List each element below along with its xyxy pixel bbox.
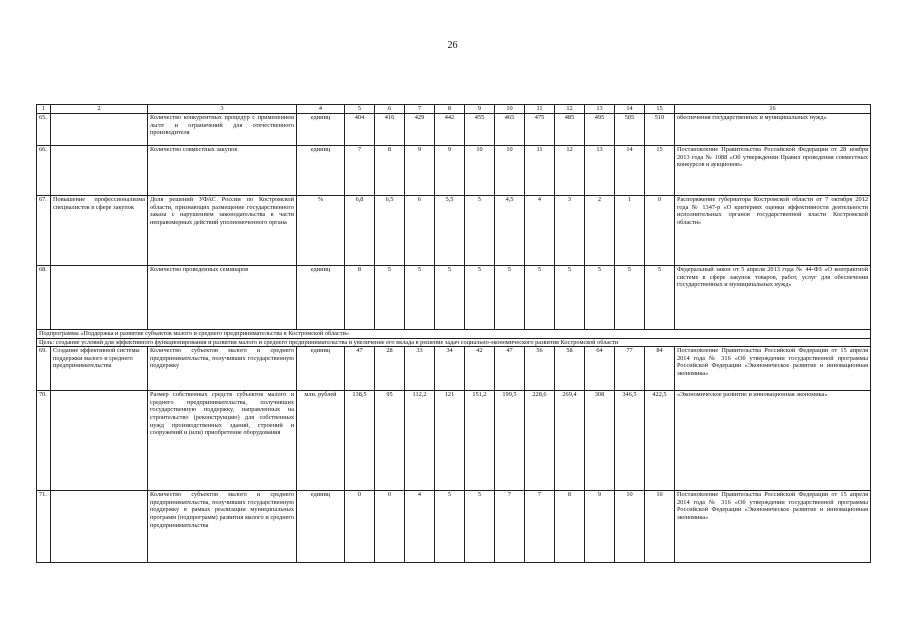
value-cell: 5 (405, 266, 435, 330)
value-cell: 9 (405, 146, 435, 196)
table-row (37, 114, 871, 146)
header-cell: 7 (405, 105, 435, 114)
row-number: 71. (37, 491, 51, 563)
value-cell: 346,5 (615, 391, 645, 491)
subprogram-title: Подпрограмма «Поддержка и развитие субъектов малого и среднего предпринимательства в Костромской области» (37, 330, 871, 339)
value-cell: 58 (555, 347, 585, 391)
value-cell: 11 (525, 146, 555, 196)
value-cell: 121 (435, 391, 465, 491)
value-cell: 4 (525, 196, 555, 266)
header-cell: 12 (555, 105, 585, 114)
value-cell: 199,5 (495, 391, 525, 491)
objective-text: Цель: создание условий для эффективного функционирования и развития малого и среднего предпринимательства и увеличение его вклада в решение задач социально-экономического развития Костромской области (37, 338, 871, 347)
value-cell: 47 (495, 347, 525, 391)
value-cell: 13 (585, 146, 615, 196)
value-cell: 2 (585, 196, 615, 266)
value-cell: 475 (525, 114, 555, 146)
goal-cell (51, 266, 148, 330)
value-cell: 10 (465, 146, 495, 196)
value-cell: 7 (345, 146, 375, 196)
value-cell: 5 (375, 266, 405, 330)
header-cell: 3 (148, 105, 297, 114)
goal-cell (51, 114, 148, 146)
value-cell: 10 (495, 146, 525, 196)
value-cell: 5 (585, 266, 615, 330)
value-cell: 84 (645, 347, 675, 391)
table-row (37, 391, 871, 491)
value-cell: 34 (435, 347, 465, 391)
value-cell: 12 (555, 146, 585, 196)
objective-row (37, 338, 871, 347)
goal-cell: Повышение профессионализма специалистов в сфере закупок (51, 196, 148, 266)
table-row (37, 347, 871, 391)
header-cell: 5 (345, 105, 375, 114)
header-cell: 1 (37, 105, 51, 114)
goal-cell (51, 491, 148, 563)
goal-cell: Создание эффективной системы поддержки малого и среднего предпринимательства (51, 347, 148, 391)
indicator-cell: Количество субъектов малого и среднего предпринимательства, получивших государственную поддержку в рамках реализации муниципальных программ (подпрограмм) развития малого и среднего предпринимательства (148, 491, 297, 563)
value-cell: 28 (375, 347, 405, 391)
page-number: 26 (447, 40, 458, 51)
indicators-table (36, 104, 871, 563)
value-cell: 0 (645, 196, 675, 266)
value-cell: 5 (465, 196, 495, 266)
value-cell: 0 (375, 491, 405, 563)
value-cell: 9 (585, 491, 615, 563)
value-cell: 6,5 (375, 196, 405, 266)
value-cell: 3 (555, 196, 585, 266)
value-cell: 495 (585, 114, 615, 146)
indicator-cell: Количество конкурентных процедур с применением льгот и ограничений для отечественного производителя (148, 114, 297, 146)
value-cell: 465 (495, 114, 525, 146)
header-cell: 8 (435, 105, 465, 114)
value-cell: 10 (645, 491, 675, 563)
value-cell: 9 (435, 146, 465, 196)
value-cell: 77 (615, 347, 645, 391)
value-cell: 8 (555, 491, 585, 563)
value-cell: 6,8 (345, 196, 375, 266)
unit-cell: единиц (297, 491, 345, 563)
unit-cell: единиц (297, 266, 345, 330)
table-row (37, 266, 871, 330)
row-number: 69. (37, 347, 51, 391)
value-cell: 5 (615, 266, 645, 330)
value-cell: 14 (615, 146, 645, 196)
value-cell: 95 (375, 391, 405, 491)
unit-cell: единиц (297, 347, 345, 391)
goal-cell (51, 146, 148, 196)
table-header-row (37, 105, 871, 114)
unit-cell: единиц (297, 114, 345, 146)
indicator-cell: Количество субъектов малого и среднего предпринимательства, получивших государственную поддержку (148, 347, 297, 391)
subprogram-row (37, 330, 871, 339)
value-cell: 422,5 (645, 391, 675, 491)
indicator-cell: Размер собственных средств субъектов малого и среднего предпринимательства, получивших государственную поддержку, направленных на строительство (реконструкцию) для собственных нужд производственных зданий, строений и сооружений и (или) приобретение оборудования (148, 391, 297, 491)
row-number: 68. (37, 266, 51, 330)
indicator-cell: Доля решений УФАС России по Костромской области, признающих размещение государственного заказа с нарушением законодательства в части неправомерных действий уполномоченного органа (148, 196, 297, 266)
value-cell: 5 (435, 491, 465, 563)
goal-cell (51, 391, 148, 491)
basis-cell: Федеральный закон от 5 апреля 2013 года № 44-ФЗ «О контрактной системе в сфере закупок товаров, работ, услуг для обеспечения государственных и муниципальных нужд» (675, 266, 871, 330)
value-cell: 4,5 (495, 196, 525, 266)
table-row (37, 491, 871, 563)
header-cell: 6 (375, 105, 405, 114)
value-cell: 5 (495, 266, 525, 330)
basis-cell: Распоряжение губернатора Костромской области от 7 октября 2012 года № 1347-р «О критериях оценки эффективности деятельности исполнительных органов государственной власти Костромской области» (675, 196, 871, 266)
value-cell: 8 (375, 146, 405, 196)
value-cell: 64 (585, 347, 615, 391)
value-cell: 5 (435, 266, 465, 330)
value-cell: 485 (555, 114, 585, 146)
value-cell: 455 (465, 114, 495, 146)
value-cell: 15 (645, 146, 675, 196)
unit-cell: единиц (297, 146, 345, 196)
basis-cell: Постановление Правительства Российской Федерации от 15 апреля 2014 года № 316 «Об утверждении государственной программы Российской Федерации «Экономическое развитие и инновационная экономика» (675, 491, 871, 563)
value-cell: 505 (615, 114, 645, 146)
value-cell: 5 (525, 266, 555, 330)
value-cell: 8 (345, 266, 375, 330)
value-cell: 404 (345, 114, 375, 146)
header-cell: 16 (675, 105, 871, 114)
value-cell: 10 (615, 491, 645, 563)
value-cell: 416 (375, 114, 405, 146)
header-cell: 15 (645, 105, 675, 114)
value-cell: 112,2 (405, 391, 435, 491)
header-cell: 13 (585, 105, 615, 114)
header-cell: 2 (51, 105, 148, 114)
row-number: 70. (37, 391, 51, 491)
basis-cell: Постановление Правительства Российской Федерации от 28 ноября 2013 года № 1088 «Об утверждении Правил проведения совместных конкурсов и аукционов» (675, 146, 871, 196)
value-cell: 33 (405, 347, 435, 391)
indicator-cell: Количество совместных закупок (148, 146, 297, 196)
value-cell: 308 (585, 391, 615, 491)
value-cell: 5 (465, 491, 495, 563)
basis-cell: Постановление Правительства Российской Федерации от 15 апреля 2014 года № 316 «Об утверждении государственной программы Российской Федерации «Экономическое развитие и инновационная экономика» (675, 347, 871, 391)
header-cell: 10 (495, 105, 525, 114)
unit-cell: млн. рублей (297, 391, 345, 491)
row-number: 67. (37, 196, 51, 266)
header-cell: 4 (297, 105, 345, 114)
value-cell: 5 (555, 266, 585, 330)
value-cell: 42 (465, 347, 495, 391)
value-cell: 47 (345, 347, 375, 391)
value-cell: 7 (495, 491, 525, 563)
value-cell: 138,5 (345, 391, 375, 491)
value-cell: 6 (405, 196, 435, 266)
header-cell: 11 (525, 105, 555, 114)
header-cell: 14 (615, 105, 645, 114)
basis-cell: «Экономическое развитие и инновационная экономика» (675, 391, 871, 491)
value-cell: 7 (525, 491, 555, 563)
value-cell: 5,5 (435, 196, 465, 266)
row-number: 66. (37, 146, 51, 196)
table-row (37, 196, 871, 266)
value-cell: 1 (615, 196, 645, 266)
basis-cell: обеспечения государственных и муниципальных нужд» (675, 114, 871, 146)
value-cell: 0 (345, 491, 375, 563)
value-cell: 228,6 (525, 391, 555, 491)
value-cell: 429 (405, 114, 435, 146)
value-cell: 510 (645, 114, 675, 146)
row-number: 65. (37, 114, 51, 146)
indicator-cell: Количество проведенных семинаров (148, 266, 297, 330)
value-cell: 56 (525, 347, 555, 391)
value-cell: 269,4 (555, 391, 585, 491)
value-cell: 151,2 (465, 391, 495, 491)
value-cell: 5 (465, 266, 495, 330)
unit-cell: % (297, 196, 345, 266)
table-row (37, 146, 871, 196)
header-cell: 9 (465, 105, 495, 114)
value-cell: 442 (435, 114, 465, 146)
value-cell: 4 (405, 491, 435, 563)
value-cell: 5 (645, 266, 675, 330)
